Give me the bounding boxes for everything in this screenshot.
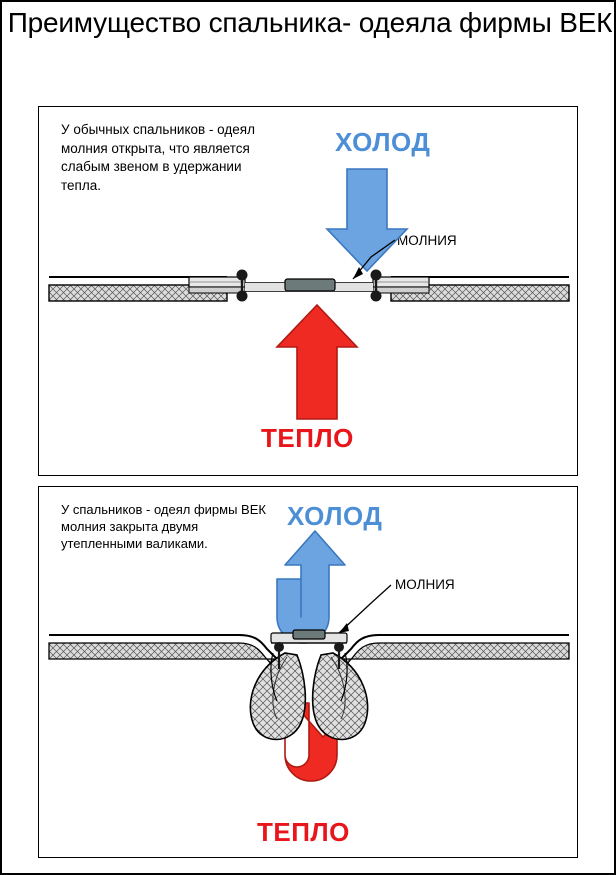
caption-vek: У спальников - одеял фирмы ВЕК молния закрыта двумя утепленными валиками. — [61, 502, 266, 551]
cold-label-top: ХОЛОД — [335, 127, 431, 157]
zipper-leader-line-bottom — [339, 585, 391, 633]
insulated-roll-right — [313, 653, 368, 740]
vek-bag-illustration — [39, 487, 579, 859]
cold-label-bottom: ХОЛОД — [287, 501, 383, 531]
ordinary-bag-illustration — [39, 107, 579, 477]
zipper-label-top: МОЛНИЯ — [397, 233, 457, 248]
caption-ordinary: У обычных спальников - одеял молния открыта, что является слабым звеном в удержании тепла. — [61, 122, 255, 193]
insulated-roll-left — [250, 653, 305, 740]
fabric-band-left-vek — [49, 635, 283, 673]
cold-arrow-uturn-up-icon — [277, 531, 345, 643]
heat-arrow-up-icon — [277, 305, 357, 419]
zipper-slider — [245, 279, 373, 291]
cold-arrow-down-icon — [327, 169, 407, 271]
panel-vek-sleeping-bag — [38, 486, 578, 858]
heat-label-top: ТЕПЛО — [261, 423, 354, 453]
zipper-label-bottom: МОЛНИЯ — [395, 577, 455, 592]
panel-ordinary-sleeping-bag — [38, 106, 578, 476]
fabric-band-right-vek — [335, 635, 569, 673]
heat-label-bottom: ТЕПЛО — [257, 817, 350, 847]
page-title: Преимущество спальника- одеяла фирмы ВЕК — [7, 7, 613, 38]
